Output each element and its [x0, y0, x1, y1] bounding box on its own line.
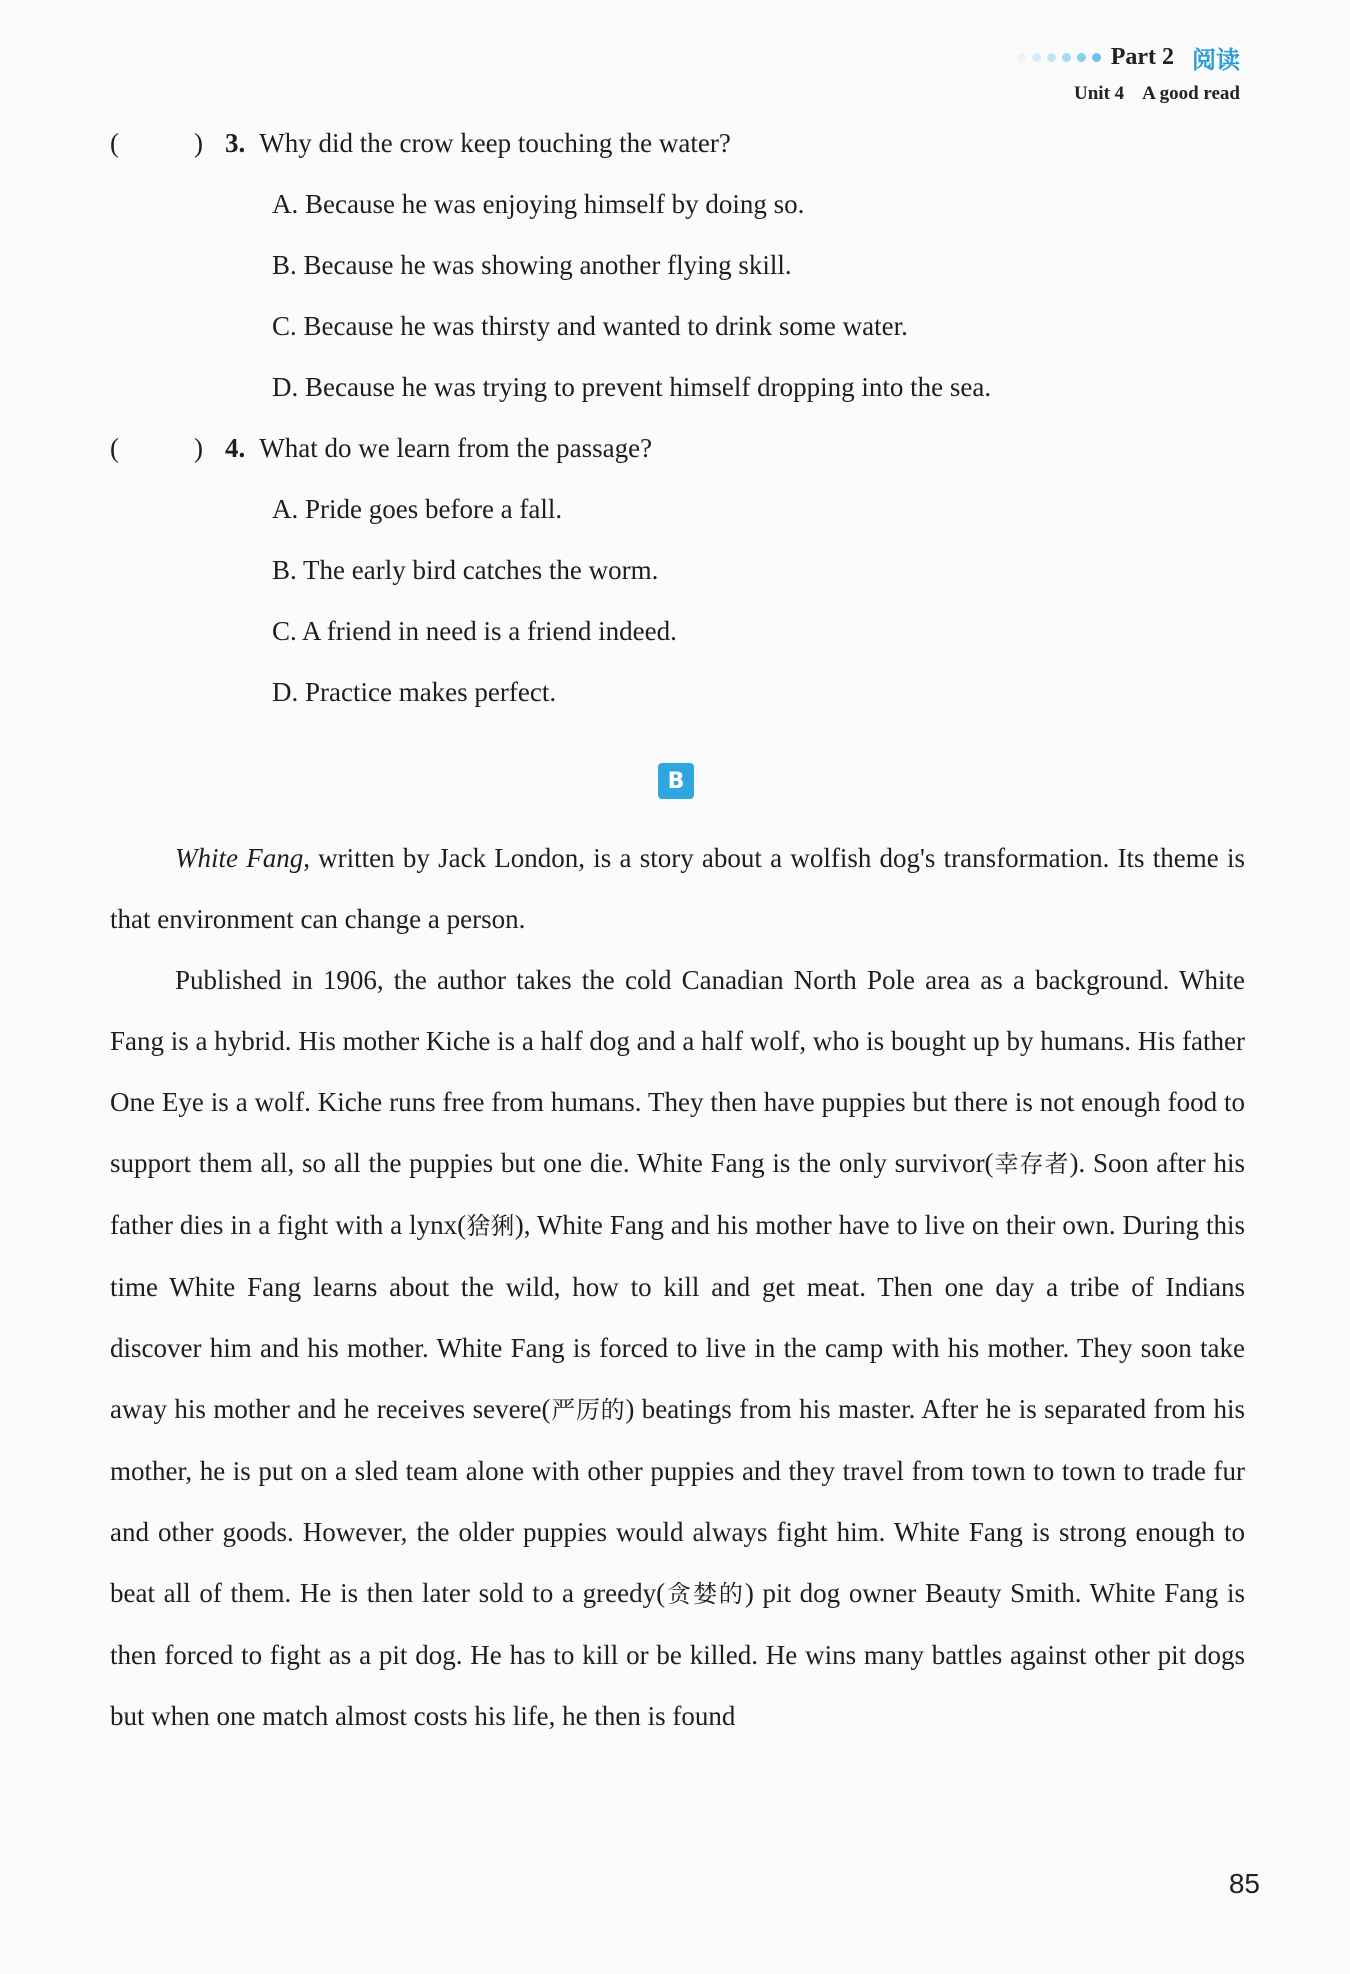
option-d: D. Because he was trying to prevent himself dropping into the sea.	[272, 372, 992, 402]
reading-passage	[110, 828, 1245, 1747]
option-a: A. Pride goes before a fall.	[272, 494, 563, 524]
part-chinese-label: 阅读	[1192, 46, 1240, 74]
page-number: 85	[1228, 1868, 1260, 1899]
unit-label-row	[1017, 83, 1240, 105]
question-stem: Why did the crow keep touching the water?	[259, 128, 731, 158]
option-c: C. Because he was thirsty and wanted to drink some water.	[272, 311, 908, 341]
option-d: D. Practice makes perfect.	[272, 677, 557, 707]
gloss-survivor: 幸存者	[993, 1150, 1070, 1178]
option-b: B. The early bird catches the worm.	[272, 555, 659, 585]
part-label: Part 2	[1110, 44, 1174, 70]
question-number: 3.	[225, 128, 246, 158]
section-b-badge: B	[658, 763, 694, 799]
question-4	[110, 433, 1245, 494]
question-number: 4.	[225, 433, 246, 463]
passage-paragraph-2: Published in 1906, the author takes the cold Canadian North Pole area as a background. White Fang is a hybrid. His mother Kiche is a half dog and a half wolf, who is bought up by humans. His father One Eye is a wolf. Kiche runs free from humans. They then have puppies but there is not enough food to support them all, so all the puppies but one die. White Fang is the only survivor(幸存者). Soon after his father dies in a fight with a lynx(猞猁), White Fang and his mother have to live on their own. During this time White Fang learns about the wild, how to kill and get meat. Then one day a tribe of Indians discover him and his mother. White Fang is forced to live in the camp with his mother. They soon take away his mother and he receives severe(严厉的) beatings from his master. After he is separated from his mother, he is put on a sled team alone with other puppies and they travel from town to town to trade fur and other goods. However, the older puppies would always fight him. White Fang is strong enough to beat all of them. He is then later sold to a greedy(贪婪的) pit dog owner Beauty Smith. White Fang is then forced to fight as a pit dog. He has to kill or be killed. He wins many battles against other pit dogs but when one match almost costs his life, he then is found	[110, 965, 1246, 1731]
book-title: White Fang	[175, 843, 304, 873]
option-b: B. Because he was showing another flying skill.	[272, 250, 792, 280]
decorative-dots-icon	[1017, 53, 1101, 62]
question-3	[110, 128, 1245, 189]
answer-blank[interactable]: ( )	[110, 128, 203, 158]
answer-blank[interactable]: ( )	[110, 433, 203, 463]
unit-number: Unit 4	[1074, 83, 1125, 104]
unit-title: A good read	[1142, 83, 1240, 104]
gloss-severe: 严厉的	[550, 1396, 626, 1424]
gloss-lynx: 猞猁	[466, 1212, 515, 1240]
option-c: C. A friend in need is a friend indeed.	[272, 616, 677, 646]
questions-block	[110, 128, 1245, 738]
question-stem: What do we learn from the passage?	[259, 433, 653, 463]
passage-paragraph-1: White Fang, written by Jack London, is a story about a wolfish dog's transformation. Its theme is that environment can change a person.	[110, 843, 1245, 934]
option-a: A. Because he was enjoying himself by doing so.	[272, 189, 805, 219]
page-header	[1017, 40, 1240, 105]
header-part-row	[1017, 40, 1240, 75]
gloss-greedy: 贪婪的	[665, 1580, 745, 1608]
